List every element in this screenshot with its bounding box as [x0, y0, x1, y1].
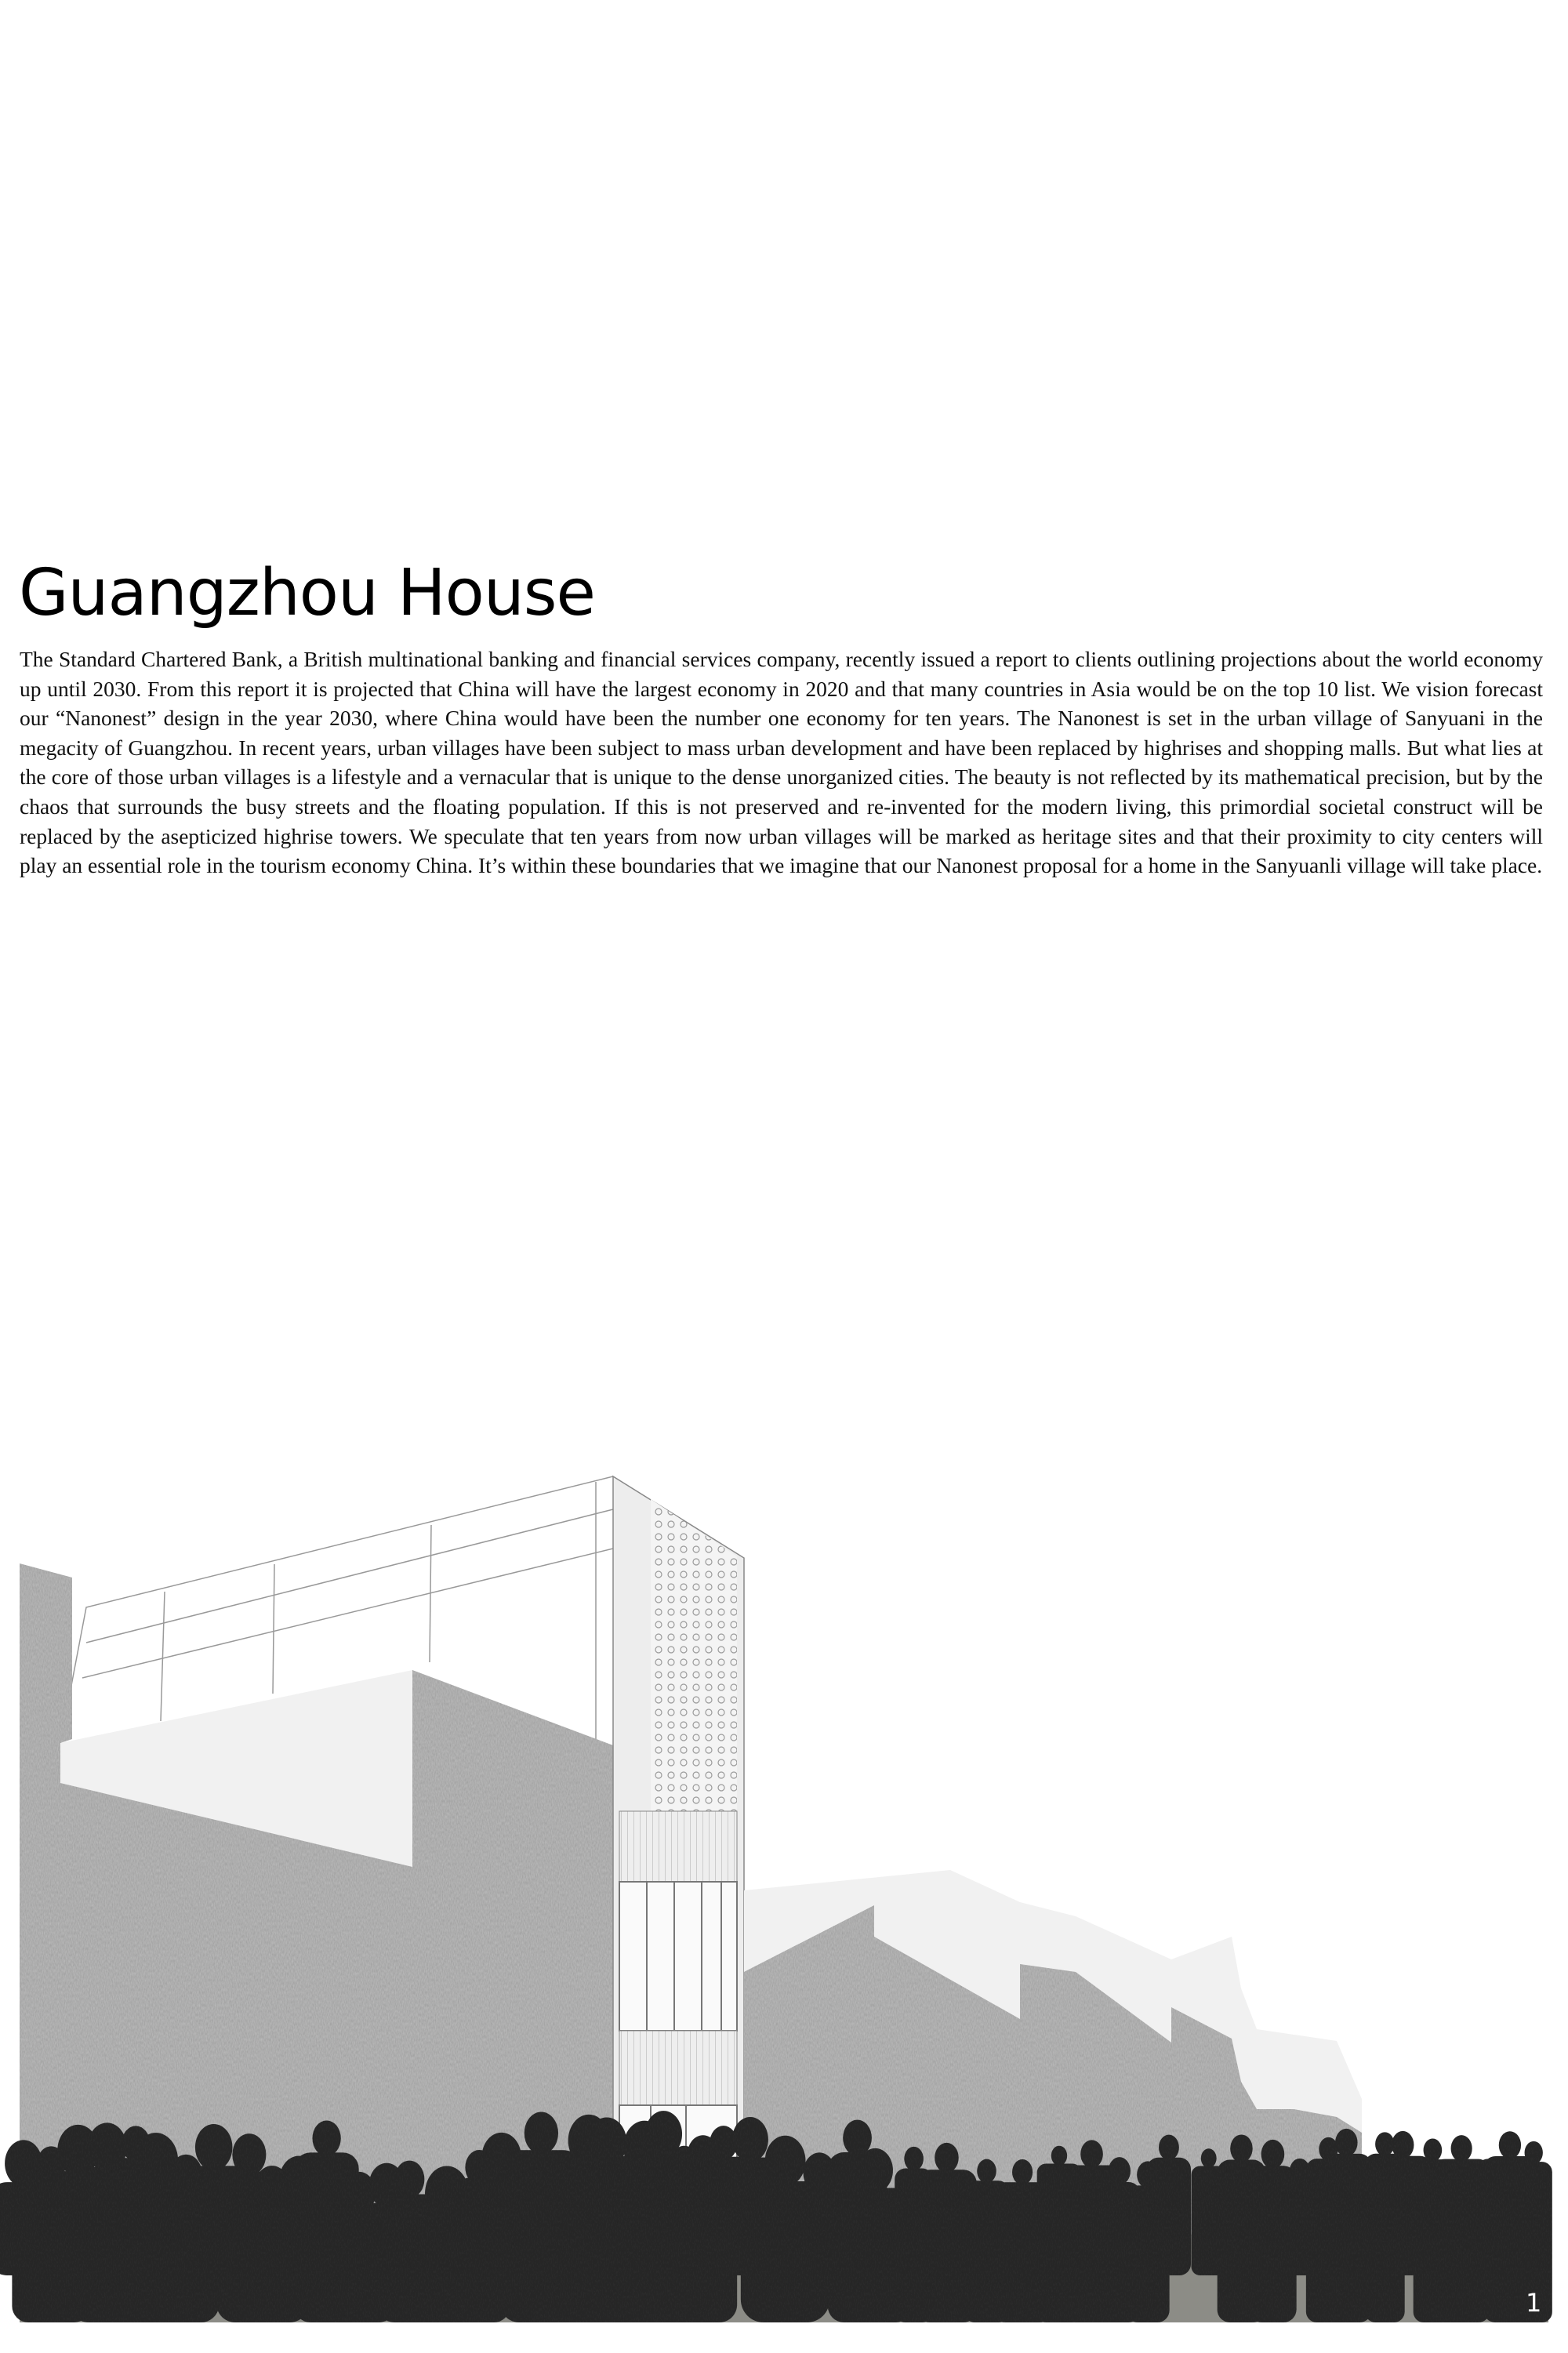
person-silhouette-head: [1109, 2157, 1131, 2184]
person-silhouette-head: [1051, 2146, 1067, 2166]
person-silhouette-head: [1012, 2159, 1033, 2185]
person-silhouette-body: [1147, 2158, 1191, 2275]
person-silhouette-head: [935, 2143, 959, 2173]
person-silhouette-head: [232, 2133, 266, 2176]
body-paragraph: The Standard Chartered Bank, a British multinational banking and financial services company, recently issued a report to clients outlining projections about the world economy up until 2030. From this report it is projected that China will have the largest economy in 2020 and that many countries in Asia would be on the top 10 list. We vision forecast our “Nanonest” design in the year 2030, where China would have been the number one economy for ten years. The Nanonest is set in the urban village of Sanyuani in the megacity of Guangzhou. In recent years, urban villages have been subject to mass urban development and have been replaced by highrises and shopping malls. But what lies at the core of those urban villages is a lifestyle and a vernacular that is unique to the dense unorganized cities. The beauty is not reflected by its mathematical precision, but by the chaos that surrounds the busy streets and the floating population. If this is not preserved and re-invented for the modern living, this primordial societal construct will be replaced by the asepticized highrise towers. We speculate that ten years from now urban villages will be marked as heritage sites and that their proximity to city centers will play an essential role in the tourism economy China. It’s within these boundaries that we imagine that our Nanonest proposal for a home in the Sanyuanli village will take place.: [20, 647, 1543, 878]
street-perspective-illustration: [0, 1458, 1568, 2353]
person-silhouette-head: [765, 2136, 806, 2187]
person-silhouette-head: [394, 2161, 424, 2199]
person-silhouette-head: [1335, 2129, 1357, 2157]
person-silhouette-head: [312, 2121, 340, 2156]
person-silhouette-head: [858, 2148, 893, 2192]
person-silhouette-body: [1320, 2154, 1372, 2322]
page-title: Guangzhou House: [19, 556, 595, 630]
person-silhouette-head: [1159, 2135, 1179, 2160]
person-silhouette-head: [195, 2124, 232, 2170]
person-silhouette-head: [1525, 2141, 1543, 2164]
person-silhouette-head: [1261, 2140, 1285, 2169]
person-silhouette-head: [1230, 2134, 1252, 2162]
person-silhouette-head: [1499, 2131, 1521, 2159]
person-silhouette-head: [732, 2117, 768, 2162]
person-silhouette-head: [1424, 2139, 1443, 2162]
person-silhouette-head: [524, 2112, 558, 2155]
page-number: 1: [1526, 2288, 1542, 2318]
person-silhouette-head: [1392, 2131, 1414, 2159]
person-silhouette-head: [1201, 2148, 1217, 2168]
person-silhouette-head: [1375, 2132, 1394, 2155]
person-silhouette-head: [977, 2159, 996, 2184]
person-silhouette-head: [1451, 2135, 1472, 2162]
person-silhouette-head: [843, 2120, 872, 2156]
person-silhouette-head: [1080, 2140, 1103, 2168]
person-silhouette-head: [904, 2147, 924, 2171]
